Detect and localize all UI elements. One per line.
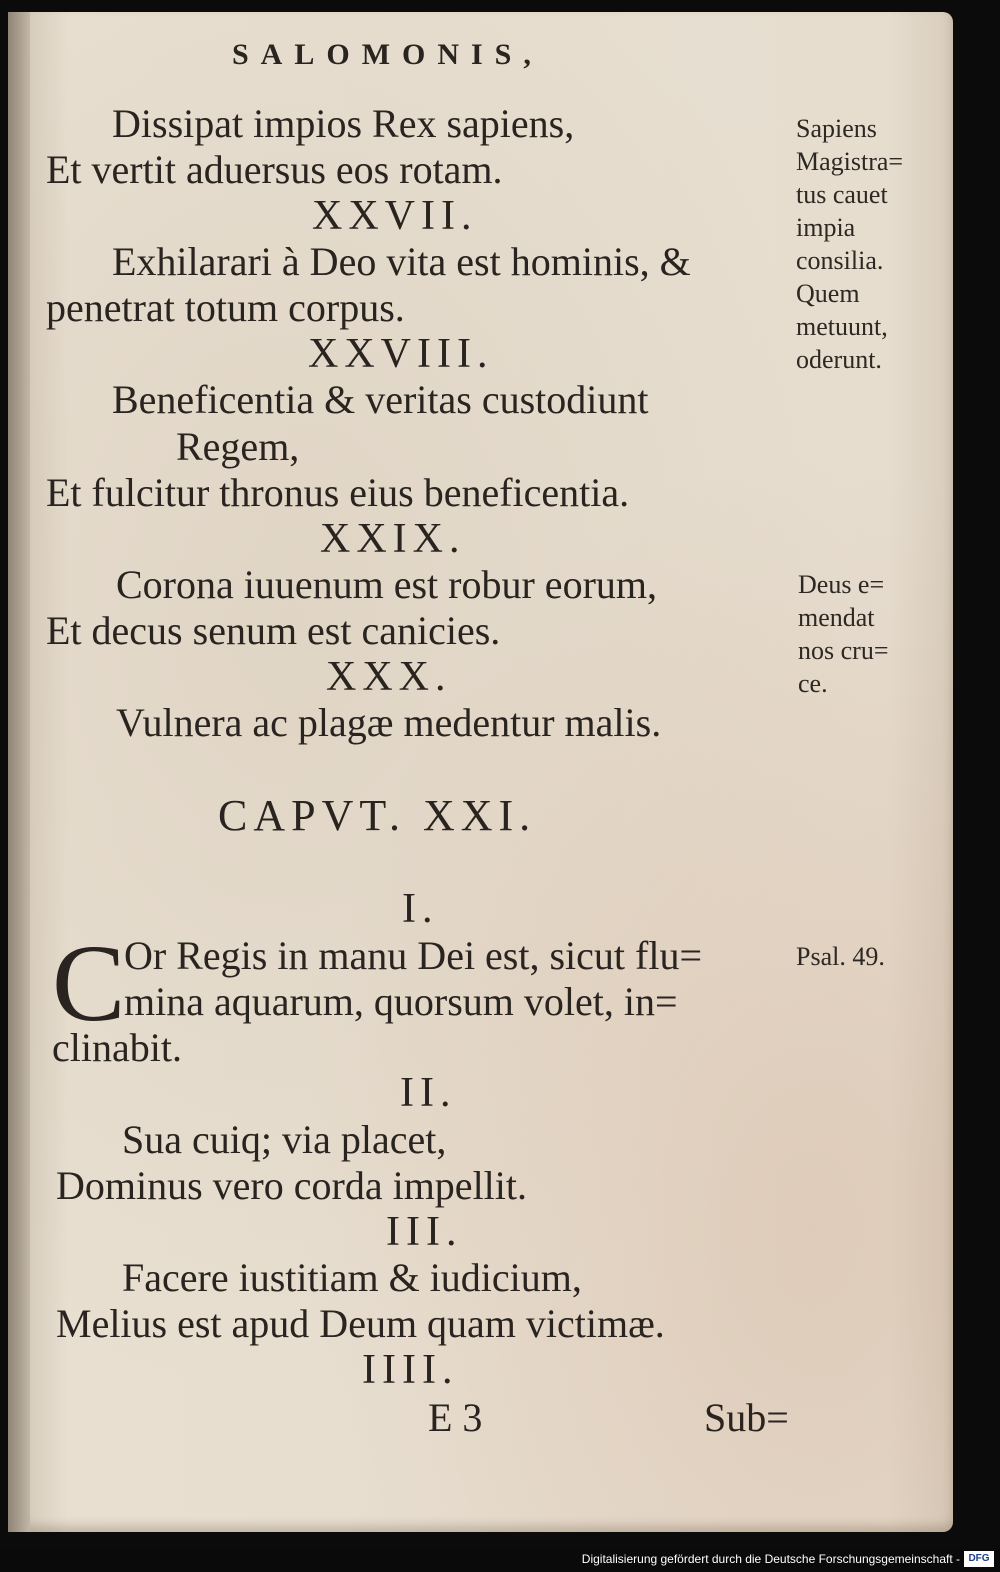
verse-number: II. — [400, 1070, 457, 1116]
margin-note-line: Deus e= — [798, 570, 885, 599]
margin-note-line: impia — [796, 213, 856, 242]
drop-cap: C — [52, 922, 126, 1044]
verse-number: I. — [402, 886, 439, 932]
verse-line: clinabit. — [52, 1025, 182, 1070]
verse-line: Regem, — [176, 424, 300, 469]
funding-credit: Digitalisierung gefördert durch die Deutsche Forschungsgemeinschaft - — [581, 1552, 960, 1566]
margin-note-magistratus — [796, 112, 903, 376]
verse-number: XXIX. — [320, 516, 466, 562]
verse-line: Et decus senum est canicies. — [46, 608, 501, 653]
verse-line: Corona iuuenum est robur eorum, — [116, 562, 657, 607]
verse-line: Melius est apud Deum quam victimæ. — [56, 1301, 665, 1346]
margin-note-line: Magistra= — [796, 147, 904, 176]
verse-line: Et fulcitur thronus eius beneficentia. — [46, 470, 630, 515]
verse-line: penetrat totum corpus. — [46, 285, 405, 330]
verse-line: Et vertit aduersus eos rotam. — [46, 147, 503, 192]
verse-number: XXVIII. — [308, 331, 494, 377]
verse-line: Beneficentia & veritas custodiunt — [112, 377, 649, 422]
page-gutter — [8, 12, 30, 1532]
margin-note-line: tus cauet — [796, 180, 888, 209]
margin-note-psalm: Psal. 49. — [796, 942, 885, 971]
verse-line: Exhilarari à Deo vita est hominis, & — [112, 239, 691, 284]
verse-line: Facere iustitiam & iudicium, — [122, 1255, 582, 1300]
margin-note-line: ce. — [798, 669, 828, 698]
margin-note-line: metuunt, — [796, 312, 888, 341]
dfg-logo: DFG — [964, 1551, 994, 1567]
verse-line: Dominus vero corda impellit. — [56, 1163, 528, 1208]
catchword: Sub= — [704, 1395, 789, 1440]
verse-number: XXX. — [326, 654, 452, 700]
running-title: SALOMONIS, — [232, 38, 543, 71]
verse-line: Sua cuiq; via placet, — [122, 1117, 447, 1162]
margin-note-line: oderunt. — [796, 345, 882, 374]
verse-number: XXVII. — [312, 193, 478, 239]
verse-line: Or Regis in manu Dei est, sicut flu= — [124, 933, 703, 978]
margin-note-line: nos cru= — [798, 636, 889, 665]
margin-note-line: Quem — [796, 279, 860, 308]
margin-note-line: mendat — [798, 603, 875, 632]
signature-mark: E 3 — [428, 1395, 483, 1440]
verse-line: mina aquarum, quorsum volet, in= — [124, 979, 678, 1024]
margin-note-line: consilia. — [796, 246, 884, 275]
verse-number: IIII. — [362, 1347, 459, 1393]
margin-note-cruce — [798, 568, 888, 700]
verse-line: Dissipat impios Rex sapiens, — [112, 101, 575, 146]
verse-line: Vulnera ac plagæ medentur malis. — [116, 700, 662, 745]
margin-note-line: Sapiens — [796, 114, 877, 143]
chapter-heading: CAPVT. XXI. — [218, 791, 537, 840]
verse-number: III. — [386, 1209, 463, 1255]
